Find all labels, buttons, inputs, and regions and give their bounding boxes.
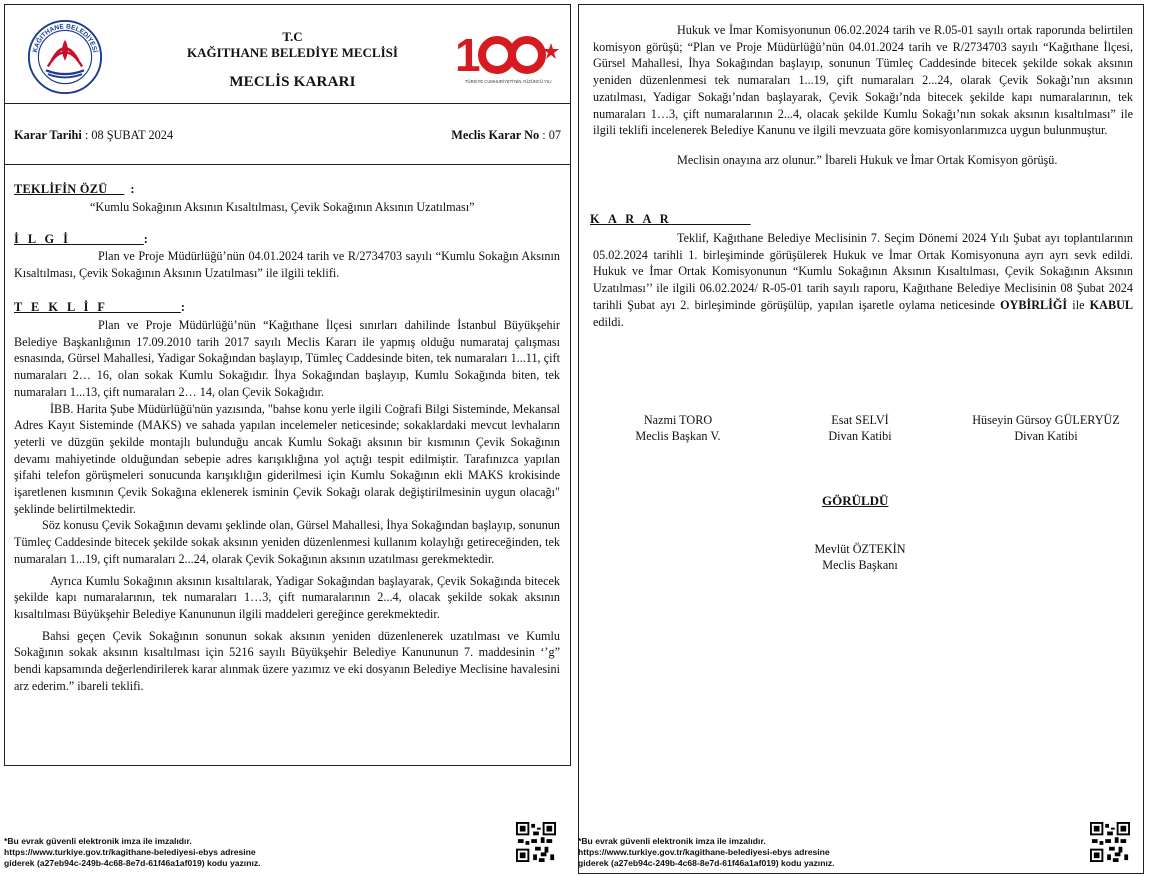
svg-text:1: 1	[455, 29, 481, 81]
header-organization: KAĞITHANE BELEDİYE MECLİSİ	[187, 45, 398, 60]
qr-code-icon	[516, 822, 556, 862]
kagithane-seal-logo	[27, 19, 103, 95]
signatory-name: Nazmi TORO	[643, 413, 713, 427]
proposal-paragraph-3: Söz konusu Çevik Sokağının devamı şeklinde olan, Gürsel Mahallesi, İhya Sokağından başlayıp, sonunun Tümleç Caddesinde bitecek şekilde sokak aksının yeniden düzenlenmesi kullanım kolaylığı getireceğinden, tek numaraları 1...19, çift numaraları 2...24, olarak Çevik Sokağının aksının uzatılması gerekmektedir.	[14, 518, 560, 566]
decision-number: Meclis Karar No : 07	[451, 128, 561, 142]
e-signature-footer: *Bu evrak güvenli elektronik imza ile imzalıdır. https://www.turkiye.gov.tr/kagithane-belediyesi-ebys adresine giderek (a27eb94c-249b-4c68-8e7d-61f46a1af019) kodu yazınız.	[578, 836, 835, 868]
commission-opinion	[593, 22, 1133, 169]
commission-paragraph-1: Hukuk ve İmar Komisyonunun 06.02.2024 tarih ve R.05-01 sayılı ortak raporunda belirtilen komisyon görüşü; “Plan ve Proje Müdürlüğü’nün 04.01.2024 tarih ve R/2734703 sayılı “Kağıthane İlçesi, Gürsel Mahallesi, İhya Sokağından başlayıp, sonunun Tümleç Caddesinde bitecek şekilde sokak aksının yeniden düzenlenmesi tek numaraları 1...19, çift numaraları 2...24, olarak Çevik Sokağı’nın aksının uzatılması, Yadigar Sokağı’ndan başlayarak, Çevik Sokağı’nda bitecek şekilde kapı numaralarının, tek numaraları 1…3, çift numaralarının 2...4, olacak şekilde Kumlu Sokağı’nın sokak aksının kısaltılması” ile ilgili teklifi incelenerek Belediye Kanunu ve ilgili mevzuata göre komisyonlarımızca uygun bulunmuştur.	[593, 23, 1133, 138]
accepted-label: KABUL	[1089, 297, 1134, 312]
section-label-teklif: T E K L İ F :	[14, 300, 188, 314]
unanimous-label: OYBİRLİĞİ	[1000, 297, 1068, 312]
document-title: MECLİS KARARI	[229, 74, 356, 90]
section-label-karar: K A R A R	[590, 212, 672, 226]
president-signature-block	[790, 541, 930, 573]
decision-text: Teklif, Kağıthane Belediye Meclisinin 7. Seçim Dönemi 2024 Yılı Şubat ayı toplantılarının 05.02.2024 tarihli 1. birleşiminde görüşülerek Hukuk ve İmar Ortak Komisyonuna ayrı ayrı sevk edildi. Hukuk ve İmar Ortak Komisyonunun “Kumlu Sokağının Aksının Kısaltılması, Çevik Sokağının Aksının Uzatılması’’ ile ilgili 06.02.2024/ R-05-01 tarih sayılı raporu, Kağıthane Belediye Meclisinin 08 Şubat 2024 tarihli Şubat ayı 2. birleşiminde görüşülüp, yapılan işaretle oylama neticesinde OYBİRLİĞİ ile KABUL edildi.	[593, 231, 1134, 329]
signatory-title: Divan Katibi	[828, 429, 892, 443]
signatory-name: Hüseyin Gürsoy GÜLERYÜZ	[972, 413, 1120, 427]
proposal-body	[14, 317, 560, 694]
signatory-name: Esat SELVİ	[831, 413, 889, 427]
centennial-100-logo	[455, 29, 563, 87]
proposal-paragraph-5: Bahsi geçen Çevik Sokağının sonunun sokak aksının yeniden düzenlenerek uzatılması ve Kumlu Sokağının sokak aksının kısaltılması için 5216 sayılı Büyükşehir Belediye Kanununun 7. maddesinin ‘’g” bendi kapsamında değerlendirilerek karar alınmak üzere yazımız ve eki dosyanın Belediye Meclisine havalesini arz ederim.” ibareli teklifi.	[14, 628, 560, 693]
section-label-ilgi: İ L G İ :	[14, 232, 151, 246]
document-page-1	[0, 0, 575, 876]
proposal-paragraph-1: Plan ve Proje Müdürlüğü’nün “Kağıthane İlçesi sınırları dahilinde İstanbul Büyükşehir Belediye Başkanlığının 17.09.2010 tarih 2017 sayılı Meclis Kararı ile yapmış olduğu numarataj çalışması esnasında, Gürsel Mahallesi, Yadigar Sokağından başlayıp, Tümleç Caddesinde biten, tek numaraları 1...11, çift numaraları 2… 16, olan sokak Kumlu Sokağıdır. İhya Sokağından başlayıp, Kumlu Sokağında biten, tek numaraları 1...13, çift numaraları 2… 14, olan Çevik Sokağıdır.	[14, 318, 560, 399]
signature-block-2	[790, 412, 930, 444]
header-tc: T.C	[282, 29, 303, 44]
decision-meta	[5, 104, 570, 165]
president-name: Mevlüt ÖZTEKİN	[814, 542, 906, 556]
decision-date: Karar Tarihi : 08 ŞUBAT 2024	[14, 128, 174, 142]
signatory-title: Divan Katibi	[1014, 429, 1078, 443]
signatory-title: Meclis Başkan V.	[635, 429, 721, 443]
proposal-paragraph-4: Ayrıca Kumlu Sokağının aksının kısaltılarak, Yadigar Sokağından başlayarak, Çevik Sokağında bitecek şekilde kapı numaralarının, tek numaraları 1…3, çift numaralarının 2...4, olacak şekilde sokak aksının kısaltılması Büyükşehir Belediye Kanununun ilgili maddeleri gereğince gerekmektedir.	[14, 573, 560, 621]
reference-text: Plan ve Proje Müdürlüğü’nün 04.01.2024 tarih ve R/2734703 sayılı “Kumlu Sokağın Aksının Kısaltılması, Çevik Sokağının Aksının Uzatılması” ile ilgili teklifi.	[14, 249, 560, 280]
seen-label: GÖRÜLDÜ	[822, 493, 889, 508]
proposal-summary: “Kumlu Sokağının Aksının Kısaltılması, Çevik Sokağının Aksının Uzatılması”	[90, 200, 475, 214]
signature-block-3	[956, 412, 1136, 444]
svg-text:TÜRKİYE CUMHURİYETİ'NİN YÜZÜNC: TÜRKİYE CUMHURİYETİ'NİN YÜZÜNCÜ YILI	[465, 79, 552, 84]
qr-code-icon	[1090, 822, 1130, 862]
commission-paragraph-2: Meclisin onayına arz olunur.” İbareli Hukuk ve İmar Ortak Komisyon görüşü.	[677, 152, 1058, 167]
president-title: Meclis Başkanı	[822, 558, 898, 572]
section-label-ozu: TEKLİFİN ÖZÜ :	[14, 182, 135, 196]
svg-text:KAĞITHANE BELEDİYESİ: KAĞITHANE BELEDİYESİ	[31, 23, 99, 54]
document-page-2	[578, 0, 1159, 876]
proposal-paragraph-2: İBB. Harita Şube Müdürlüğü'nün yazısında, "bahse konu yerle ilgili Coğrafi Bilgi Sisteminde, Mekansal Adres Kayıt Sisteminde (MAKS) ve sahada yapılan incelemeler neticesinde; sokaklardaki mevcut levhaların yeterli ve düzgün şekilde montajlı bulunduğu ancak Kumlu Sokağı aksının bir kısmının Çevik Sokağının devamı mahiyetinde olduğundan sebepie adres karışıklığına yol açtığı tespit edilmiştir. Tarafınızca yapılan şifahi telefon görüşmeleri sonucunda karışıklığın giderilmesi için Kumlu Sokağının ekli MAKS krokisinde işaretlenen kısmının Çevik Sokağına eklenerek isminin Çevik Sokağı olarak değiştirilmesinin uygun olacağı" şeklinde belirtilmektedir.	[14, 401, 560, 516]
signature-block-1	[608, 412, 748, 444]
e-signature-footer: *Bu evrak güvenli elektronik imza ile imzalıdır. https://www.turkiye.gov.tr/kagithane-belediyesi-ebys adresine giderek (a27eb94c-249b-4c68-8e7d-61f46a1af019) kodu yazınız.	[4, 836, 261, 868]
document-header	[5, 5, 570, 104]
